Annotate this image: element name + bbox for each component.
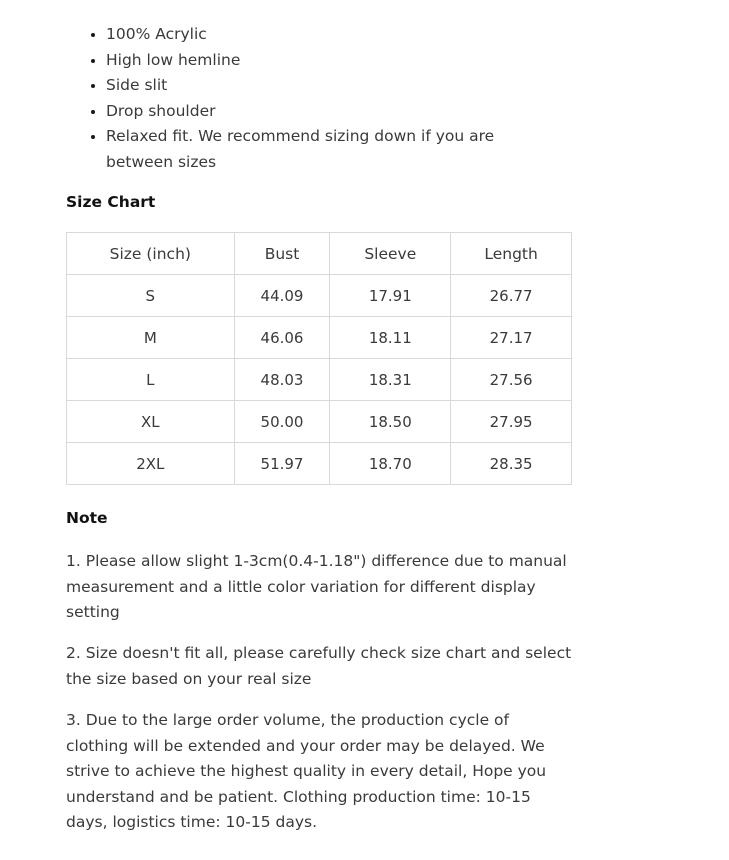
size-cell: S	[67, 275, 235, 317]
feature-item: • 100% Acrylic	[106, 22, 556, 48]
note-paragraph: 1. Please allow slight 1-3cm(0.4-1.18") difference due to manual measurement and a little color variation for different display setting	[66, 552, 567, 622]
column-header-sleeve: Sleeve	[330, 233, 451, 275]
size-cell: XL	[67, 401, 235, 443]
column-header-length: Length	[451, 233, 572, 275]
bust-cell: 48.03	[234, 359, 330, 401]
table-row	[67, 275, 572, 317]
sleeve-cell: 18.50	[330, 401, 451, 443]
note-paragraph: 2. Size doesn't fit all, please carefully check size chart and select the size based on your real size	[66, 644, 572, 688]
bust-cell: 51.97	[234, 443, 330, 485]
sleeve-cell: 18.11	[330, 317, 451, 359]
table-row	[67, 317, 572, 359]
table-row	[67, 443, 572, 485]
bust-cell: 50.00	[234, 401, 330, 443]
feature-item: • Relaxed fit. We recommend sizing down if you are between sizes	[106, 124, 556, 175]
sleeve-cell: 18.31	[330, 359, 451, 401]
bust-cell: 44.09	[234, 275, 330, 317]
table-header-row	[67, 233, 572, 275]
note-paragraph: 3. Due to the large order volume, the production cycle of clothing will be extended and your order may be delayed. We strive to achieve the highest quality in every detail, Hope you understand and be patient. Clothing production time: 10-15 days, logistics time: 10-15 days.	[66, 711, 547, 832]
table-row	[67, 401, 572, 443]
bust-cell: 46.06	[234, 317, 330, 359]
feature-item: • High low hemline	[106, 48, 556, 74]
length-cell: 26.77	[451, 275, 572, 317]
sleeve-cell: 18.70	[330, 443, 451, 485]
sleeve-cell: 17.91	[330, 275, 451, 317]
length-cell: 27.17	[451, 317, 572, 359]
column-header-bust: Bust	[234, 233, 330, 275]
length-cell: 27.56	[451, 359, 572, 401]
size-chart-table	[66, 232, 572, 485]
size-cell: L	[67, 359, 235, 401]
feature-item: • Side slit	[106, 73, 556, 99]
feature-list	[86, 22, 556, 176]
size-cell: 2XL	[67, 443, 235, 485]
size-cell: M	[67, 317, 235, 359]
table-row	[67, 359, 572, 401]
size-chart-heading: Size Chart	[66, 193, 156, 211]
note-heading: Note	[66, 509, 108, 527]
feature-item: • Drop shoulder	[106, 99, 556, 125]
length-cell: 28.35	[451, 443, 572, 485]
column-header-size: Size (inch)	[67, 233, 235, 275]
length-cell: 27.95	[451, 401, 572, 443]
